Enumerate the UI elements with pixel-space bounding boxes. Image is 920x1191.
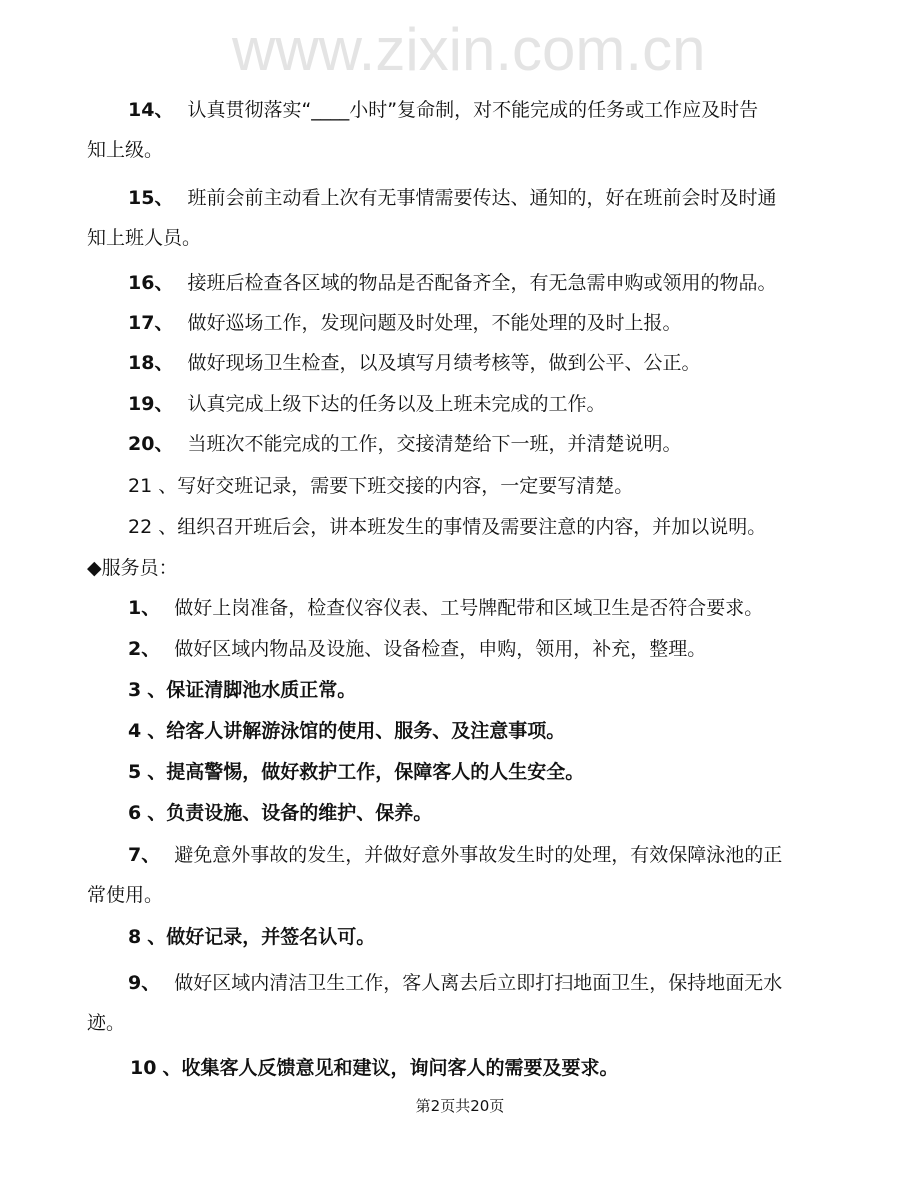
list-item-3 xyxy=(128,678,356,702)
item-text: 做好上岗准备，检查仪容仪表、工号牌配带和区域卫生是否符合要求。 xyxy=(174,597,764,619)
list-item-16 xyxy=(128,271,776,295)
item-text: 班前会前主动看上次有无事情需要传达、通知的，好在班前会时及时通 xyxy=(187,187,777,209)
list-item-6 xyxy=(128,801,432,825)
watermark: www.zixin.com.cn xyxy=(232,16,706,83)
item-number: 20、 xyxy=(128,433,174,455)
list-item-1 xyxy=(128,596,763,620)
list-item-5 xyxy=(128,760,584,784)
list-item-7-cont: 常使用。 xyxy=(87,884,164,906)
page-number-footer: 第2页共20页 xyxy=(415,1097,505,1115)
list-item-21 xyxy=(128,474,633,498)
list-item-9-cont: 迹。 xyxy=(87,1012,126,1034)
item-number: 2、 xyxy=(128,638,161,660)
item-text: 、收集客人反馈意见和建议，询问客人的需要及要求。 xyxy=(162,1057,619,1079)
list-item-10 xyxy=(130,1056,618,1080)
item-number: 8 xyxy=(128,926,142,948)
item-number: 5 xyxy=(128,761,142,783)
item-number: 18、 xyxy=(128,352,174,374)
list-item-18 xyxy=(128,351,700,375)
item-text: 、做好记录，并签名认可。 xyxy=(147,926,376,948)
list-item-14-cont: 知上级。 xyxy=(87,139,164,161)
item-number: 21 xyxy=(128,475,153,497)
item-number: 15、 xyxy=(128,187,174,209)
item-text: 、负责设施、设备的维护、保养。 xyxy=(147,802,433,824)
section-title: ◆服务员： xyxy=(87,557,178,579)
item-number: 6 xyxy=(128,802,142,824)
item-number: 3 xyxy=(128,679,142,701)
item-number: 19、 xyxy=(128,393,174,415)
list-item-7 xyxy=(128,843,782,867)
list-item-19 xyxy=(128,392,605,416)
list-item-4 xyxy=(128,719,565,743)
item-text: 做好区域内物品及设施、设备检查，申购，领用，补充，整理。 xyxy=(174,638,707,660)
list-item-20 xyxy=(128,432,681,456)
list-item-8 xyxy=(128,925,375,949)
item-text: 、提高警惕，做好救护工作，保障客人的人生安全。 xyxy=(147,761,585,783)
item-text: 认真完成上级下达的任务以及上班未完成的工作。 xyxy=(187,393,606,415)
item-number: 4 xyxy=(128,720,142,742)
item-text: 接班后检查各区域的物品是否配备齐全，有无急需申购或领用的物品。 xyxy=(187,272,777,294)
list-item-9 xyxy=(128,971,782,995)
item-text: 当班次不能完成的工作，交接清楚给下一班，并清楚说明。 xyxy=(187,433,682,455)
item-text: 避免意外事故的发生，并做好意外事故发生时的处理，有效保障泳池的正 xyxy=(174,844,783,866)
item-number: 17、 xyxy=(128,312,174,334)
item-number: 1、 xyxy=(128,597,161,619)
list-item-14 xyxy=(128,98,758,122)
list-item-22 xyxy=(128,515,766,539)
item-text: 、组织召开班后会，讲本班发生的事情及需要注意的内容，并加以说明。 xyxy=(158,516,767,538)
item-number: 10 xyxy=(130,1057,157,1079)
item-text: 、写好交班记录，需要下班交接的内容，一定要写清楚。 xyxy=(158,475,634,497)
list-item-2 xyxy=(128,637,706,661)
item-text: 、给客人讲解游泳馆的使用、服务、及注意事项。 xyxy=(147,720,566,742)
item-number: 22 xyxy=(128,516,153,538)
item-text: 做好巡场工作，发现问题及时处理，不能处理的及时上报。 xyxy=(187,312,682,334)
item-text: 做好现场卫生检查，以及填写月绩考核等，做到公平、公正。 xyxy=(187,352,701,374)
item-number: 9、 xyxy=(128,972,161,994)
item-text: 做好区域内清洁卫生工作，客人离去后立即打扫地面卫生，保持地面无水 xyxy=(174,972,783,994)
item-number: 16、 xyxy=(128,272,174,294)
list-item-17 xyxy=(128,311,681,335)
item-text: 、保证清脚池水质正常。 xyxy=(147,679,357,701)
list-item-15-cont: 知上班人员。 xyxy=(87,227,202,249)
item-number: 14、 xyxy=(128,99,174,121)
item-text: 认真贯彻落实“____小时”复命制，对不能完成的任务或工作应及时告 xyxy=(187,99,759,121)
list-item-15 xyxy=(128,186,776,210)
item-number: 7、 xyxy=(128,844,161,866)
